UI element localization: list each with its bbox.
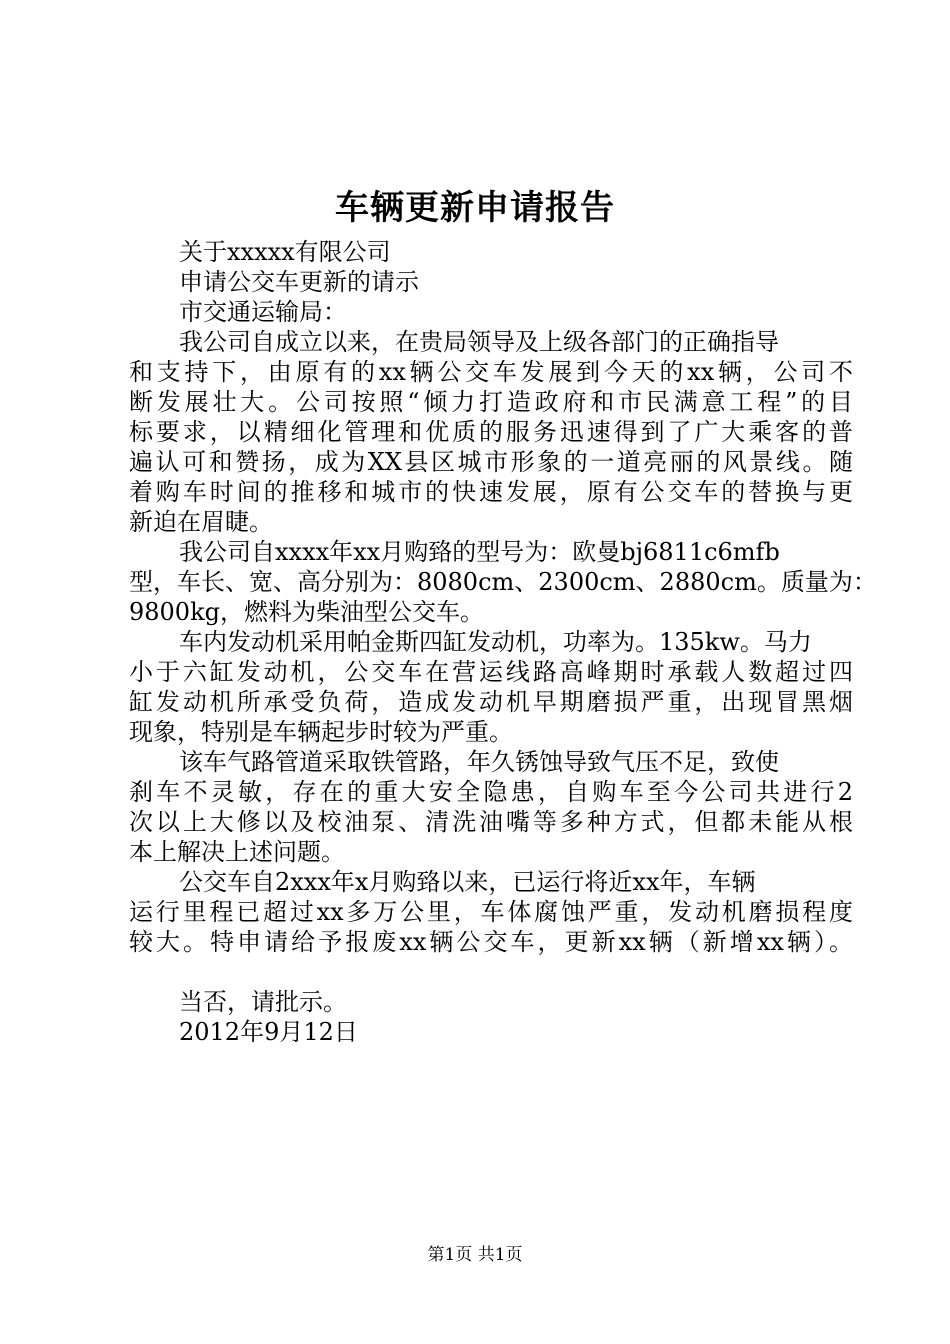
closing-line: 当否，请批示。	[179, 988, 347, 1016]
document-title: 车辆更新申请报告	[335, 188, 615, 228]
document-body	[129, 237, 877, 1047]
paragraph-line: 和支持下，由原有的xx辆公交车发展到今天的xx辆，公司不	[129, 358, 853, 386]
paragraph-line: 现象，特别是车辆起步时较为严重。	[129, 718, 513, 746]
blank-line	[129, 957, 853, 987]
paragraph-line: 车内发动机采用帕金斯四缸发动机，功率为。135kw。马力	[179, 628, 812, 656]
paragraph-line: 刹车不灵敏，存在的重大安全隐患，自购车至今公司共进行2	[129, 778, 853, 806]
paragraph-1	[129, 327, 853, 537]
paragraph-line: 新迫在眉睫。	[129, 508, 273, 536]
paragraph-line: 该车气路管道采取铁管路，年久锈蚀导致气压不足，致使	[179, 748, 779, 776]
paragraph-line: 小于六缸发动机，公交车在营运线路高峰期时承载人数超过四	[129, 658, 853, 686]
paragraph-line: 我公司自xxxx年xx月购臵的型号为：欧曼bj6811c6mfb	[179, 538, 780, 566]
paragraph-line: 缸发动机所承受负荷，造成发动机早期磨损严重，出现冒黑烟	[129, 688, 853, 716]
paragraph-line: 运行里程已超过xx多万公里，车体腐蚀严重，发动机磨损程度	[129, 898, 853, 926]
paragraph-line: 9800kg，燃料为柴油型公交车。	[129, 598, 484, 626]
heading-line: 关于xxxxx有限公司	[179, 238, 391, 266]
date-line: 2012年9月12日	[179, 1018, 358, 1046]
paragraph-2	[129, 537, 877, 627]
paragraph-line: 公交车自2xxx年x月购臵以来，已运行将近xx年，车辆	[179, 868, 756, 896]
paragraph-5	[129, 867, 853, 957]
paragraph-3	[129, 627, 853, 747]
paragraph-line: 本上解决上述问题。	[129, 838, 345, 866]
paragraph-line: 断发展壮大。公司按照“倾力打造政府和市民满意工程”的目	[129, 388, 853, 416]
paragraph-line: 次以上大修以及校油泵、清洗油嘴等多种方式，但都未能从根	[129, 808, 853, 836]
page-footer: 第1页 共1页	[427, 1245, 523, 1265]
addressee-line: 市交通运输局：	[179, 298, 347, 326]
heading-line: 申请公交车更新的请示	[179, 268, 419, 296]
paragraph-line: 较大。特申请给予报废xx辆公交车，更新xx辆（新增xx辆）。	[129, 928, 853, 956]
paragraph-line: 着购车时间的推移和城市的快速发展，原有公交车的替换与更	[129, 478, 853, 506]
paragraph-line: 型，车长、宽、高分别为：8080cm、2300cm、2880cm。质量为：	[129, 568, 877, 596]
paragraph-line: 我公司自成立以来，在贵局领导及上级各部门的正确指导	[179, 328, 779, 356]
paragraph-4	[129, 747, 853, 867]
paragraph-line: 遍认可和赞扬，成为XX县区城市形象的一道亮丽的风景线。随	[129, 448, 853, 476]
paragraph-line: 标要求，以精细化管理和优质的服务迅速得到了广大乘客的普	[129, 418, 853, 446]
